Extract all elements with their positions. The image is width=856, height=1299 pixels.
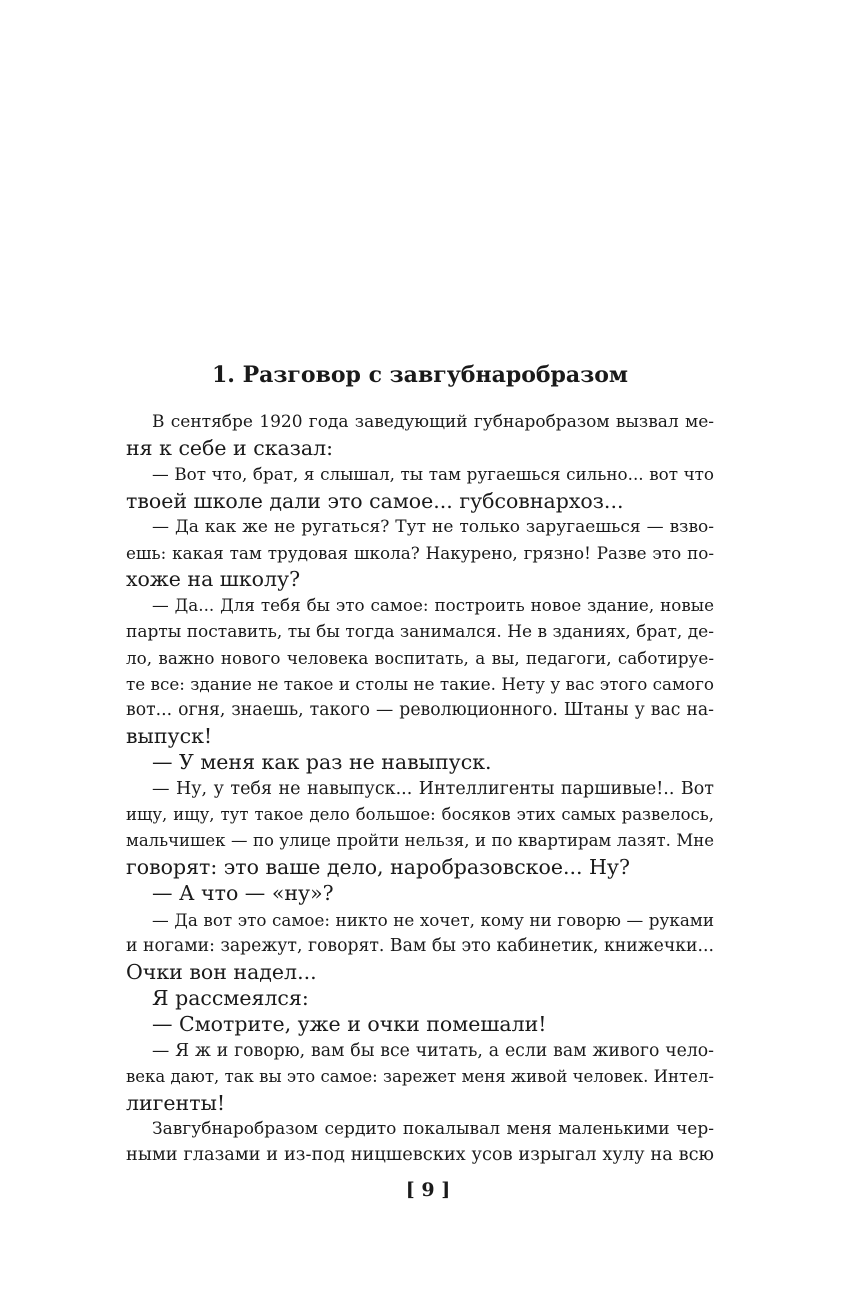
text-line: ешь: какая там трудовая школа? Накурено, грязно! Разве это по- xyxy=(126,542,714,563)
text-line: — А что — «ну»? xyxy=(152,881,334,906)
text-line: выпуск! xyxy=(126,724,213,749)
text-line: мальчишек — по улице пройти нельзя, и по квартирам лазят. Мне xyxy=(126,831,714,850)
page-number: [ 9 ] xyxy=(405,1179,451,1201)
text-line: лигенты! xyxy=(126,1090,226,1115)
text-line: — Да вот это самое: никто не хочет, кому ни говорю — руками xyxy=(152,909,714,930)
text-line: и ногами: зарежут, говорят. Вам бы это кабинетик, книжечки... xyxy=(126,935,714,956)
text-line: — Да как же не ругаться? Тут не только заругаешься — взво- xyxy=(152,516,714,537)
text-line: — У меня как раз не навыпуск. xyxy=(152,750,492,775)
text-line: те все: здание не такое и столы не такие. Нету у вас этого самого xyxy=(126,673,714,694)
text-line: века дают, так вы это самое: зарежет меня живой человек. Интел- xyxy=(126,1066,714,1086)
text-line: ными глазами и из-под ницшевских усов изрыгал хулу на всю xyxy=(126,1145,714,1166)
text-line: — Да... Для тебя бы это самое: построить новое здание, новые xyxy=(152,595,714,616)
text-line: Я рассмеялся: xyxy=(152,986,309,1011)
text-line: хоже на школу? xyxy=(126,567,301,592)
text-line: Завгубнаробразом сердито покалывал меня маленькими чер- xyxy=(152,1119,714,1140)
text-line: — Ну, у тебя не навыпуск... Интеллигенты паршивые!.. Вот xyxy=(152,778,714,799)
text-line: ня к себе и сказал: xyxy=(126,436,334,461)
body-text xyxy=(126,409,714,1168)
text-line: Очки вон надел... xyxy=(126,959,317,984)
text-line: В сентябре 1920 года заведующий губнаробразом вызвал ме- xyxy=(152,412,714,432)
text-line: — Смотрите, уже и очки помешали! xyxy=(152,1012,547,1037)
text-line: ищу, ищу, тут такое дело большое: босяков этих самых развелось, xyxy=(126,804,714,824)
chapter-title: 1. Разговор с завгубнаробразом xyxy=(211,362,629,388)
text-line: ло, важно нового человека воспитать, а вы, педагоги, саботируе- xyxy=(126,647,714,668)
text-line: — Вот что, брат, я слышал, ты там ругаешься сильно... вот что xyxy=(152,464,714,485)
text-line: вот... огня, знаешь, такого — революционного. Штаны у вас на- xyxy=(126,700,714,721)
text-line: парты поставить, ты бы тогда занимался. Не в зданиях, брат, де- xyxy=(126,621,714,642)
text-line: твоей школе дали это самое... губсовнархоз... xyxy=(126,488,624,513)
text-line: говорят: это ваше дело, наробразовское... Ну? xyxy=(126,855,630,880)
text-line: — Я ж и говорю, вам бы все читать, а если вам живого чело- xyxy=(152,1040,714,1061)
